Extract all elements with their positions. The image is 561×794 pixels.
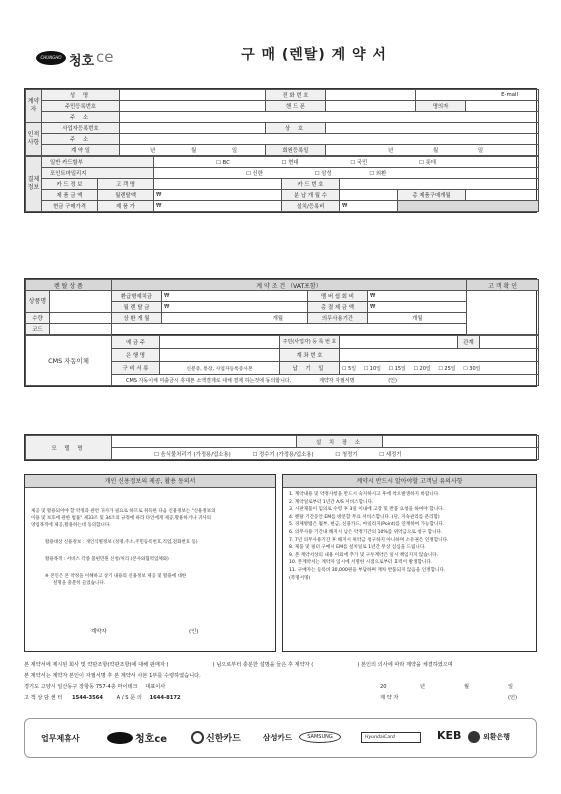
docs-label: 구 비 서 류 [112, 362, 160, 375]
page-title: 구 매 (렌탈) 계 약 서 [241, 47, 387, 63]
point-options [154, 168, 539, 179]
year-unit: 년 [150, 148, 156, 154]
won-sign: ₩ [342, 203, 348, 209]
won-sign: ₩ [370, 304, 376, 310]
product-price-field[interactable] [154, 201, 282, 212]
place-field[interactable] [383, 436, 539, 448]
point-keb-label: 외환 [375, 171, 387, 177]
total-pay-field[interactable] [368, 302, 467, 313]
total-months-label: 총 제품구매개월 [398, 190, 466, 201]
address-label: 주 소 [42, 112, 120, 123]
notes-item: 1. 계약내용 및 약정사항을 반드시 숙지하시고 후에 착오발생하지 바랍니다. [289, 492, 440, 497]
spacer [112, 324, 467, 335]
cms-notice: CMS 자동이체 미출금시 휴대폰 소액결제로 대체 결제 하는것에 동의합니다. [126, 377, 292, 384]
point-keb-checkbox[interactable]: ☐ 외환 [369, 171, 387, 177]
partners-bar [24, 718, 537, 758]
shinhan-icon [191, 731, 204, 744]
won-sign: ₩ [370, 293, 376, 299]
duty-months-label: 상 환 개 월 [112, 313, 162, 324]
agreement-line-2: 본 계약서는 계약자 본인이 자필서명 후 본 계약서 사본 1부를 수령하였습니다. [24, 673, 201, 679]
duty-months-field[interactable] [162, 313, 308, 324]
agreement-line-1 [24, 660, 537, 671]
privacy-text: 제공 및 활용되어야 할 약정과 관련 귀사가 필요로 하므로 취득한 다음 신용정보는 "신용정보의 [31, 509, 216, 514]
total-pay-label: 총 결 제 금 액 [308, 302, 368, 313]
address-field[interactable] [120, 112, 539, 123]
notes-item: 4. 렌탈 기간동안 EM를 방문할 무료 서비스합니다. (단, 지속관리를 분리함) [289, 514, 440, 520]
pay-day-label: 납 기 일 [280, 362, 340, 375]
account-label: 계 좌 번 호 [280, 349, 340, 362]
rental-product-header: 렌 탈 상 품 [26, 280, 112, 291]
notes-item: 11. 구매자는 등록비 30,000원을 부담하며 재차 반품되지 않음을 인정합니다. [289, 567, 446, 573]
monthly-fee-label: 월 렌 탈 금 [112, 302, 162, 313]
relation-label: 관계 [458, 336, 480, 349]
qty-field[interactable] [50, 313, 112, 324]
year-unit: 년 [420, 684, 426, 690]
cms-rrn-field[interactable] [340, 336, 458, 349]
nominee-field[interactable] [466, 101, 539, 112]
place-air-label: 청정기 [341, 451, 358, 458]
agreement-block [24, 660, 537, 704]
keb-logo: KEB [437, 729, 462, 742]
place-food-checkbox[interactable]: ☐ 음식물처리기 (가정용/업소용) [154, 451, 231, 458]
monthly-fee-field[interactable] [162, 302, 308, 313]
month-unit: 월 [190, 148, 197, 154]
notes-list [283, 488, 536, 585]
partners-label: 업무제휴사 [41, 734, 80, 743]
biz-no-label: 사업자등록번호 [42, 123, 120, 134]
pay-day-30-checkbox[interactable]: ☐ 30일 [463, 365, 481, 372]
notes-item: 9. 본 계약서상의 내용 이외에 추가 및 구두계약은 일시 책임지지 않습니다. [289, 552, 439, 558]
install-block [24, 434, 537, 461]
installment-months-label: 분 납 개 월 수 [282, 190, 340, 201]
won-sign: ₩ [164, 293, 170, 299]
card-hyundai-checkbox[interactable]: ☐ 현대 [281, 160, 299, 166]
day-unit: 일 [508, 684, 514, 690]
code-field[interactable] [50, 324, 112, 335]
brand-name: 청호 [69, 54, 95, 69]
card-label: 일반 카드할부 [42, 157, 154, 168]
place-wash-checkbox[interactable]: ☐ 세정기 [379, 451, 402, 458]
product-name-label: 상품명 [26, 291, 50, 313]
customer-name-label: 고 객 명 [98, 179, 154, 190]
product-price-label: 제 품 가 [98, 201, 154, 212]
relation-field[interactable] [480, 336, 539, 349]
notes-item: 6. 의무사용 기간내 해지시 남은 약정기간의 10%를 위약금으로 청구 합니다. [289, 529, 443, 535]
pay-day-15-checkbox[interactable]: ☐ 15일 [388, 365, 406, 372]
privacy-text: 활용목적 : 서비스 각종 불편민원 신청/처리 (본사와협력업체와) [45, 557, 169, 562]
agreement-text: ) 님으로부터 충분한 설명을 들은 후 계약자 ( [212, 662, 314, 668]
point-samsung-label: 삼성 [321, 171, 332, 177]
monthly-amount-field[interactable] [154, 190, 282, 201]
cms-sign-mark: (인) [388, 377, 397, 384]
rental-block [24, 278, 537, 387]
final-sign-mark: (인) [508, 695, 518, 701]
membership-fee-field[interactable] [368, 291, 467, 302]
privacy-header: 개인 신용정보의 제공, 활용 동의서 [25, 475, 275, 488]
month-unit: 월 [464, 684, 470, 690]
install-fee-label: 설치/등록비 [282, 201, 340, 212]
privacy-text: ※ 본인은 본 약정을 이해하고 상기 내용의 신용정보 제공 및 활용에 대한 [45, 574, 187, 579]
pay-day-15-label: 15일 [394, 365, 406, 372]
cash-price-label: 현금 구매가격 [42, 201, 98, 212]
rental-terms-header: 계 약 조 건 （VAT포함） [112, 280, 467, 291]
duty-period-field[interactable] [368, 313, 467, 324]
privacy-sign-mark: (인) [189, 629, 199, 635]
docs-value: 신분증, 통장, 사업자등록증사본 [160, 362, 280, 375]
won-sign: ₩ [156, 203, 162, 209]
company-row [24, 682, 537, 693]
company-address: 경기도 고양시 일산동구 장항동 757-4층 마이테크 [24, 684, 138, 690]
account-field[interactable] [340, 349, 539, 362]
card-kookmin-label: 국민 [356, 160, 368, 166]
won-sign: ₩ [156, 192, 162, 198]
privacy-text: 영업목적에 제공,활용하는데 동의합니다. [31, 523, 111, 528]
place-options [112, 448, 539, 460]
notes-footer: (복명서명) [289, 575, 311, 581]
year-unit: 년 [388, 148, 394, 154]
bank-field[interactable] [160, 349, 280, 362]
privacy-text: 설명을 충분히 들었습니다. [53, 581, 106, 586]
install-address-label: 주 소 [42, 134, 120, 145]
keb-bank-logo: 외환은행 [483, 733, 511, 741]
contract-date-label: 계 약 일 [42, 145, 120, 156]
point-shinhan-label: 신한 [252, 171, 263, 177]
customer-confirm-field[interactable] [467, 291, 539, 335]
cms-notice-row [112, 375, 539, 386]
monthly-amount-label: 월렌탈액 [98, 190, 154, 201]
cms-label: CMS 자동이체 [26, 336, 112, 386]
point-samsung-checkbox[interactable]: ☐ 삼성 [314, 171, 332, 177]
notes-item: 7. 7년 의무사용기간 후 해지시 위약금 청구하지 아니하며 소유권은 인정합니다. [289, 537, 449, 543]
pay-day-10-label: 10일 [369, 365, 381, 372]
keb-icon [468, 731, 480, 743]
shinhan-card-logo: 신한카드 [206, 734, 241, 744]
pay-day-25-checkbox[interactable]: ☐ 25일 [438, 365, 456, 372]
card-kookmin-checkbox[interactable]: ☐ 국민 [350, 160, 368, 166]
hyundai-card-logo: HyundaiCard [361, 732, 421, 743]
payment-table [25, 156, 539, 212]
product-amount-label: 제 품 금 액 [42, 190, 98, 201]
won-sign: ₩ [164, 304, 170, 310]
customer-confirm-header: 고 객 확 인 [467, 280, 539, 291]
card-lotte-label: 롯데 [425, 160, 436, 166]
membership-fee-label: 멤 버 쉽 회 비 [308, 291, 368, 302]
card-hyundai-label: 현대 [288, 160, 299, 166]
member-date-label: 회원등록일 [266, 145, 326, 156]
pay-day-5-label: 5일 [348, 365, 357, 372]
card-options [154, 157, 539, 168]
month-unit: 월 [432, 148, 439, 154]
qty-label: 수량 [26, 313, 50, 324]
sign-year-prefix: 20 [380, 684, 387, 690]
notes-item: 3. 시판제품이 임의로 수령 후 3일 이내에 고장 및 반품 요청을 하여야 합니다. [289, 507, 444, 513]
pay-day-25-label: 25일 [444, 365, 456, 372]
email-label: E-mail [416, 90, 539, 101]
notes-box [282, 474, 537, 652]
name-field[interactable] [120, 90, 266, 101]
payment-section-label: 결제정보 [26, 157, 42, 212]
duty-period-label: 의무사용기간 [308, 313, 368, 324]
brand-logo [36, 48, 132, 70]
install-address-field[interactable] [120, 134, 539, 145]
privacy-signer-label: 계약자 [91, 629, 107, 635]
notes-item: 2. 계약일로부터 1년간 A/S 서비스합니다. [289, 499, 374, 505]
product-name-field[interactable] [50, 291, 112, 313]
rrn-field[interactable] [120, 101, 266, 112]
mobile-field[interactable] [326, 101, 416, 112]
installment-months-field[interactable] [340, 190, 398, 201]
installation-section-label: 인적사항 [26, 123, 42, 156]
final-signer-label: 계 약 자 [380, 695, 399, 701]
biz-no-field[interactable] [120, 123, 266, 134]
agreement-text: ) 본인의 의사에 따라 계약을 체결하였으며 [357, 662, 453, 668]
model-label: 모 델 명 [26, 436, 112, 460]
nominee-label: 명의자 [416, 101, 466, 112]
card-bc-label: BC [222, 160, 230, 166]
cms-signature-label: 계약자 자필서명 [319, 377, 355, 384]
samsung-logo: SAMSUNG [299, 731, 341, 743]
pay-day-20-label: 20일 [419, 365, 431, 372]
customer-name-field[interactable] [154, 179, 282, 190]
place-water-checkbox[interactable]: ☐ 정수기 (가정용/업소용) [252, 451, 314, 458]
contract-info-block [24, 88, 537, 213]
pay-day-options [340, 362, 539, 375]
card-info-label: 카 드 정 보 [42, 179, 98, 190]
mobile-label: 핸 드 폰 [266, 101, 326, 112]
shaded-cell [398, 201, 539, 212]
chungho-emblem [107, 732, 133, 744]
months-unit: 개월 [412, 316, 423, 322]
cms-rrn-label: 주민(사업자) 등 록 번 호 [280, 336, 340, 349]
day-unit: 일 [477, 148, 484, 154]
months-unit: 개월 [272, 316, 283, 322]
place-food-label: 음식물처리기 (가정용/업소용) [160, 451, 231, 458]
card-bc-checkbox[interactable]: ☐ BC [216, 160, 230, 166]
customer-table [25, 89, 539, 156]
pay-day-30-label: 30일 [469, 365, 481, 372]
pay-day-20-checkbox[interactable]: ☐ 20일 [413, 365, 431, 372]
card-no-field[interactable] [340, 179, 539, 190]
cms-table [25, 335, 539, 386]
prepay-field[interactable] [162, 291, 308, 302]
pay-day-5-checkbox[interactable]: ☐ 5일 [342, 365, 357, 372]
privacy-text: 이용 및 보호에 관한 법률" 제33조 및 34조의 규정에 따라 타인에게 제공,활용하거나 귀사의 [31, 516, 211, 521]
depositor-label: 예 금 주 [112, 336, 160, 349]
privacy-text: 활용대상 신용정보 : 개인식별정보 (성명,주소,주민등록번호,직업,전화번호 등) [45, 540, 198, 545]
center-number: 1544-3564 [71, 695, 103, 701]
agreement-text: 본 계약서에 제시된 회사 및 약관조항(약관조항)에 대해 판매자 ( [24, 662, 169, 668]
day-unit: 일 [231, 148, 238, 154]
company-rep: 대표이사 [145, 684, 166, 690]
samsung-card-logo: 삼성카드 [263, 733, 292, 742]
customer-section-label: 계약자 [26, 90, 42, 123]
model-field[interactable] [112, 436, 297, 448]
card-lotte-checkbox[interactable]: ☐ 롯데 [419, 160, 436, 166]
depositor-field[interactable] [160, 336, 280, 349]
center-label: 고 객 상 담 센 터 [24, 695, 63, 701]
notes-header: 계약시 반드시 알아야할 고객님 유의사항 [283, 475, 536, 488]
phone-field[interactable] [326, 90, 416, 101]
contract-date-field[interactable] [120, 145, 266, 156]
notes-item: 5. 경제방법은 월부, 현금, 신용카드, 마일리지(Point)를 연계하여 가능합니다. [289, 522, 445, 528]
point-shinhan-checkbox[interactable]: ☐ 신한 [246, 171, 263, 177]
as-number: 1644-8172 [149, 695, 181, 701]
pay-day-10-checkbox[interactable]: ☐ 10일 [363, 365, 381, 372]
name-label: 성 명 [42, 90, 120, 101]
place-air-checkbox[interactable]: ☐ 청정기 [335, 451, 358, 458]
brand-emblem: CHUNGHO [36, 51, 66, 65]
privacy-body [25, 488, 275, 593]
phone-label: 전 화 번 호 [266, 90, 326, 101]
point-label: 포인트마일리지 [42, 168, 154, 179]
privacy-box [24, 474, 276, 652]
brand-suffix: ce [96, 48, 114, 66]
total-months-field[interactable] [466, 190, 539, 201]
notes-item: 8. 제품 및 필터 구매시 EM를 설치일로 1년간 무상 심심을 드립니다. [289, 545, 426, 551]
card-no-label: 카 드 번 호 [282, 179, 340, 190]
place-wash-label: 세정기 [385, 451, 402, 458]
rrn-label: 주민등록번호 [42, 101, 120, 112]
prepay-label: 환급형예치금 [112, 291, 162, 302]
as-label: A / S 문 의 [116, 695, 142, 701]
install-fee-field[interactable] [340, 201, 398, 212]
company-label: 상 호 [266, 123, 326, 134]
install-table [25, 435, 539, 460]
member-date-field[interactable] [326, 145, 539, 156]
chungho-logo: 청호ce [135, 734, 168, 745]
code-label: 코드 [26, 324, 50, 335]
contact-row [24, 693, 537, 704]
place-label: 설 치 장 소 [297, 436, 383, 448]
company-field[interactable] [326, 123, 539, 134]
rental-table [25, 279, 539, 335]
bank-label: 은 행 명 [112, 349, 160, 362]
notes-item: 10. 본계약서는 계약자 임시에 서명한 시점으로부터 효력이 발생합니다. [289, 560, 433, 566]
place-water-label: 정수기 (가정용/업소용) [259, 451, 314, 458]
